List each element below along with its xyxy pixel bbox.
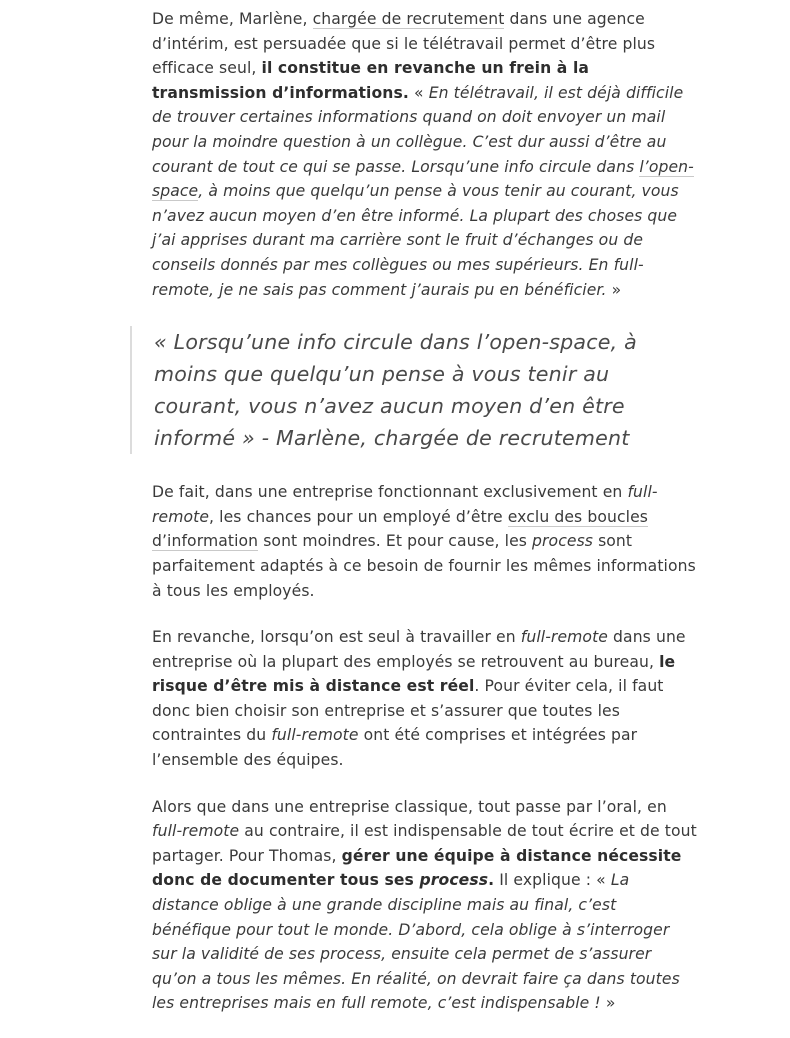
italic-text: process: [532, 532, 594, 551]
text-run: sont parfaitement adaptés à ce besoin de fournir les mêmes informations à tous les employés.: [152, 532, 696, 600]
pull-quote-text: « Lorsqu’une info circule dans l’open-space, à moins que quelqu’un pense à vous tenir au courant, vous n’avez aucun moyen d’en être informé » - Marlène, chargée de recrutement: [154, 330, 637, 451]
text-run: »: [606, 280, 622, 299]
bold-text: .: [488, 871, 495, 890]
bold-text: gérer une équipe à distance nécessite donc de documenter tous ses: [152, 846, 682, 890]
text-run: Alors que dans une entreprise classique, tout passe par l’oral, en: [152, 797, 667, 816]
text-run: «: [408, 83, 429, 102]
italic-text: full-remote: [152, 483, 658, 526]
text-run: , les chances pour un employé d’être: [209, 507, 508, 526]
text-run: Il explique : «: [494, 871, 611, 890]
text-run: au contraire, il est indispensable de tout écrire et de tout partager. Pour Thomas,: [152, 822, 697, 865]
article-body: [152, 7, 697, 1038]
link-open-space[interactable]: l’open-space: [152, 157, 694, 201]
text-run: sont moindres. Et pour cause, les: [258, 532, 533, 551]
link-chargee-de-recrutement[interactable]: chargée de recrutement: [312, 10, 505, 28]
paragraph-full-remote: [152, 480, 697, 603]
paragraph-marlene: [152, 7, 697, 302]
text-run: En revanche, lorsqu’on est seul à travailler en: [152, 628, 521, 647]
text-run: dans une agence d’intérim, est persuadée que si le télétravail permet d’être plus efficace seul,: [152, 10, 656, 78]
italic-text: full-remote: [152, 822, 240, 841]
text-run: ont été comprises et intégrées par l’ensemble des équipes.: [152, 726, 638, 770]
italic-text: full-remote: [520, 628, 608, 647]
bold-text: il constitue en revanche un frein à la transmission d’informations.: [152, 59, 590, 102]
text-run: De fait, dans une entreprise fonctionnant exclusivement en: [152, 483, 628, 502]
text-run: »: [600, 994, 616, 1013]
bold-text: le risque d’être mis à distance est réel: [152, 652, 676, 696]
bold-italic-text: process: [419, 871, 489, 890]
italic-quote: La distance oblige à une grande discipline mais au final, c’est bénéfique pour tout le monde. D’abord, cela oblige à s’interroger sur la validité de ses process, ensuite cela permet de s’assurer qu’on a tous les mêmes. En réalité, on devrait faire ça dans toutes les entreprises mais en full remote, c’est indispensable !: [152, 871, 680, 1013]
text-run: . Pour éviter cela, il faut donc bien choisir son entreprise et s’assurer que toutes les contraintes du: [152, 677, 664, 745]
text-run: dans une entreprise où la plupart des employés se retrouvent au bureau,: [152, 628, 686, 671]
italic-text: full-remote: [271, 726, 359, 745]
pull-quote: [130, 326, 697, 454]
italic-quote: , à moins que quelqu’un pense à vous tenir au courant, vous n’avez aucun moyen d’en être informé. La plupart des choses que j’ai apprises durant ma carrière sont le fruit d’échanges ou de conseils donnés par mes collègues ou mes supérieurs. En full-remote, je ne sais pas comment j’aurais pu en bénéficier.: [152, 182, 679, 299]
text-run: De même, Marlène,: [152, 10, 313, 28]
paragraph-en-revanche: [152, 625, 697, 773]
italic-quote: En télétravail, il est déjà difficile de trouver certaines informations quand on doit envoyer un mail pour la moindre question à un collègue. C’est dur aussi d’être au courant de tout ce qui se passe. Lorsqu’une info circule dans: [152, 83, 684, 176]
link-exclu-des-boucles[interactable]: exclu des boucles d’information: [152, 507, 648, 551]
paragraph-thomas: [152, 795, 697, 1016]
